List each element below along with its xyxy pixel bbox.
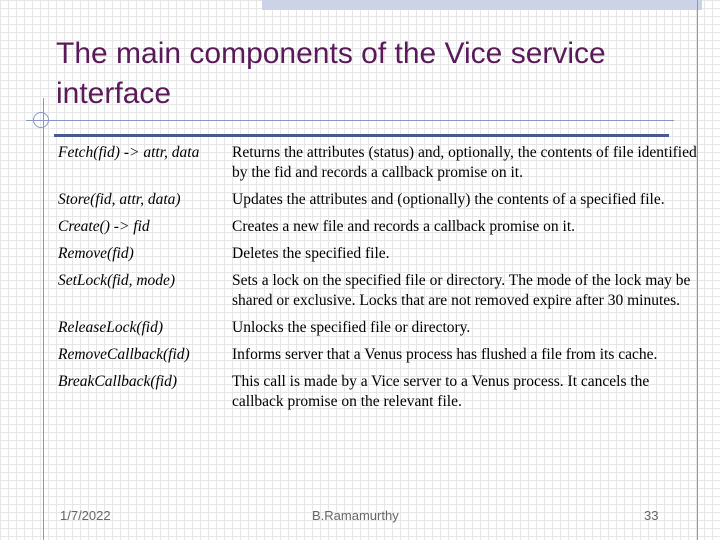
table-row <box>58 217 708 237</box>
operation-description: This call is made by a Vice server to a Venus process. It cancels the callback promise on the relevant file. <box>232 373 650 410</box>
table-row <box>58 190 708 210</box>
footer-page-number: 33 <box>644 508 659 523</box>
operation-description: Unlocks the specified file or directory. <box>232 319 471 336</box>
footer-author: B.Ramamurthy <box>312 508 399 523</box>
operation-description: Creates a new file and records a callback promise on it. <box>232 218 576 235</box>
operation-description: Returns the attributes (status) and, optionally, the contents of file identified by the fid and records a callback promise on it. <box>232 144 697 181</box>
operation-signature: ReleaseLock(fid) <box>58 319 164 336</box>
operation-signature: Create() -> fid <box>58 218 150 235</box>
title-divider-thin <box>26 120 674 121</box>
operation-description: Informs server that a Venus process has flushed a file from its cache. <box>232 346 658 363</box>
operation-description: Deletes the specified file. <box>232 245 390 262</box>
top-decor-bar <box>262 0 702 10</box>
table-row <box>58 271 708 311</box>
operation-signature: RemoveCallback(fid) <box>58 346 190 363</box>
table-row <box>58 244 708 264</box>
footer-date: 1/7/2022 <box>60 508 111 523</box>
operation-signature: Remove(fid) <box>58 245 134 262</box>
table-row <box>58 143 708 183</box>
left-decor-line <box>43 98 44 540</box>
operation-signature: SetLock(fid, mode) <box>58 272 176 289</box>
operation-description: Sets a lock on the specified file or directory. The mode of the lock may be shared or exclusive. Locks that are not removed expire after 30 minutes. <box>232 272 691 309</box>
operation-signature: BreakCallback(fid) <box>58 373 178 390</box>
title-divider-thick <box>54 134 669 137</box>
operations-table <box>58 143 708 419</box>
operation-signature: Store(fid, attr, data) <box>58 191 181 208</box>
operation-signature: Fetch(fid) -> attr, data <box>58 144 200 161</box>
slide-title: The main components of the Vice service interface <box>56 37 606 110</box>
table-row <box>58 345 708 365</box>
table-row <box>58 372 708 412</box>
table-row <box>58 318 708 338</box>
operation-description: Updates the attributes and (optionally) the contents of a specified file. <box>232 191 665 208</box>
